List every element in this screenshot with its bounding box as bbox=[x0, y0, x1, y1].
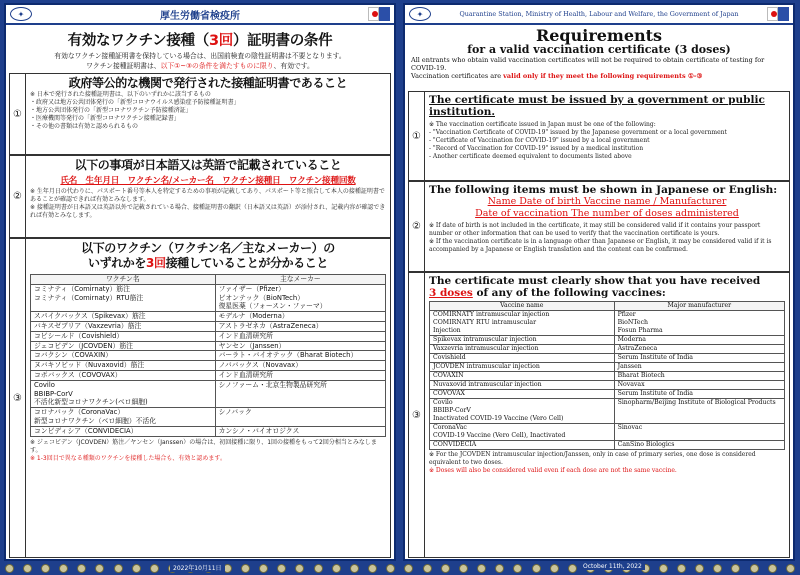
quarantine-emblem-icon: ✦ bbox=[409, 7, 431, 21]
vaccine-name-cell: Covishield bbox=[430, 354, 615, 363]
ornament-icon bbox=[295, 564, 304, 573]
ornament-icon bbox=[713, 564, 722, 573]
manufacturer-cell: カンシノ・バイオロジクス bbox=[215, 426, 385, 436]
vaccine-name-cell: コロナバック（CoronaVac） 新型コロナワクチン（ベロ細胞）不活化 bbox=[31, 408, 216, 427]
table-row bbox=[430, 441, 785, 450]
section-notes bbox=[429, 121, 785, 161]
left-intro: 有効なワクチン接種証明書を保持している場合は、出国前検査の陰性証明書は不要となります。 ワクチン接種証明書は、以下①~③の条件を満たすものに限り、有効です。 bbox=[54, 52, 346, 70]
section-notes bbox=[429, 222, 785, 254]
ornament-icon bbox=[659, 564, 668, 573]
ornament-icon bbox=[568, 564, 577, 573]
vaccine-name-cell: CoronaVac COVID-19 Vaccine (Vero Cell), Inactivated bbox=[430, 424, 615, 441]
decorative-footer-border bbox=[0, 561, 800, 575]
vaccine-name-cell: CONVIDECIA bbox=[430, 441, 615, 450]
ornament-icon bbox=[768, 564, 777, 573]
vaccine-name-cell: Covilo BBIBP-CorV 不活化新型コロナワクチン(ベロ細胞) bbox=[31, 380, 216, 407]
required-items-line1: Name Date of birth Vaccine name / Manufacturer bbox=[487, 196, 727, 207]
manufacturer-cell: AstraZeneca bbox=[614, 345, 784, 354]
left-section-3 bbox=[9, 238, 391, 558]
manufacturer-cell: シノファーム・北京生物製品研究所 bbox=[215, 380, 385, 407]
ornament-icon bbox=[459, 564, 468, 573]
ornament-icon bbox=[95, 564, 104, 573]
section-heading-line1: 以下のワクチン（ワクチン名／主なメーカー）の bbox=[81, 241, 335, 255]
note-line: ※ The vaccination certificate issued in Japan must be one of the following: bbox=[429, 121, 656, 128]
table-row bbox=[31, 321, 386, 331]
ornament-icon bbox=[441, 564, 450, 573]
ornament-icon bbox=[132, 564, 141, 573]
section-notes bbox=[30, 188, 386, 220]
japan-flag-icon bbox=[767, 7, 789, 21]
required-items-line2: Date of vaccination The number of doses administered bbox=[475, 208, 739, 219]
left-page-title: 有効なワクチン接種（3回）証明書の条件 bbox=[67, 33, 333, 49]
ornament-icon bbox=[731, 564, 740, 573]
table-row bbox=[430, 363, 785, 372]
table-row bbox=[430, 336, 785, 345]
note-line: ※ If the vaccination certificate is in a language other than Japanese or English, it may be considered valid if it is accompanied by a Japanese or English translation and the content can be confirmed. bbox=[429, 238, 772, 253]
manufacturer-cell: インド血清研究所 bbox=[215, 331, 385, 341]
table-row bbox=[31, 370, 386, 380]
ornament-icon bbox=[477, 564, 486, 573]
column-header-vaccine: Vaccine name bbox=[430, 302, 615, 311]
left-date: 2022年10月11日 bbox=[170, 563, 225, 572]
ornament-icon bbox=[695, 564, 704, 573]
ornament-icon bbox=[786, 564, 795, 573]
section-notes bbox=[30, 91, 386, 131]
table-row bbox=[430, 311, 785, 336]
ornament-icon bbox=[277, 564, 286, 573]
vaccine-table-en bbox=[429, 301, 785, 450]
ornament-icon bbox=[59, 564, 68, 573]
table-row bbox=[430, 390, 785, 399]
ornament-icon bbox=[404, 564, 413, 573]
ornament-icon bbox=[114, 564, 123, 573]
manufacturer-cell: CanSino Biologics bbox=[614, 441, 784, 450]
left-section-2 bbox=[9, 155, 391, 238]
note-line: ・地方公共団体発行の「新型コロナワクチン予防接種済証」 bbox=[30, 107, 192, 114]
section-heading-line2: いずれかを3回接種していることが分かること bbox=[88, 256, 328, 270]
vaccine-name-cell: コボバックス（COVOVAX） bbox=[31, 370, 216, 380]
manufacturer-cell: インド血清研究所 bbox=[215, 370, 385, 380]
manufacturer-cell: Janssen bbox=[614, 363, 784, 372]
right-header bbox=[405, 5, 793, 25]
vaccine-name-cell: Nuvaxovid intramuscular injection bbox=[430, 381, 615, 390]
table-row bbox=[430, 354, 785, 363]
section-note-1: ※ For the JCOVDEN intramuscular injection/Janssen, only in case of primary series, one dose is considered equivalent to two doses. bbox=[429, 451, 756, 466]
left-section-1 bbox=[9, 73, 391, 155]
section-number: ② bbox=[10, 156, 26, 237]
vaccine-name-cell: コミナティ（Comirnaty）筋注 コミナティ（Comirnaty）RTU筋注 bbox=[31, 284, 216, 311]
ornament-icon bbox=[5, 564, 14, 573]
section-note-1: ※ ジェコビデン（JCOVDEN）筋注／ヤンセン（Janssen）の場合は、初回接種に限り、1回の接種をもって2回分相当とみなします。 bbox=[30, 438, 377, 454]
section-number: ① bbox=[10, 74, 26, 154]
right-section-3 bbox=[408, 272, 790, 558]
note-line: - "Certificate of Vaccination for COVID-19" issued by a local government bbox=[429, 137, 650, 144]
left-org-name: 厚生労働省検疫所 bbox=[160, 10, 240, 22]
manufacturer-cell: Moderna bbox=[614, 336, 784, 345]
table-row bbox=[31, 361, 386, 371]
manufacturer-cell: Sinovac bbox=[614, 424, 784, 441]
note-line: - Another certificate deemed equivalent to documents listed above bbox=[429, 153, 632, 160]
manufacturer-cell: Serum Institute of India bbox=[614, 390, 784, 399]
manufacturer-cell: ノババックス（Novavax） bbox=[215, 361, 385, 371]
manufacturer-cell: Bharat Biotech bbox=[614, 372, 784, 381]
vaccine-name-cell: COVAXIN bbox=[430, 372, 615, 381]
section-heading: The following items must be shown in Japanese or English: bbox=[429, 184, 778, 196]
right-section-1 bbox=[408, 91, 790, 181]
table-row bbox=[31, 284, 386, 311]
manufacturer-cell: シノバック bbox=[215, 408, 385, 427]
quarantine-emblem-icon: ✦ bbox=[10, 7, 32, 21]
section-heading: 以下の事項が日本語又は英語で記載されていること bbox=[74, 158, 342, 172]
manufacturer-cell: Pfizer BioNTech Fosun Pharma bbox=[614, 311, 784, 336]
table-row bbox=[430, 399, 785, 424]
vaccine-name-cell: COMIRNATY intramuscular injection COMIRNATY RTU intramuscular Injection bbox=[430, 311, 615, 336]
note-line: ※ If date of birth is not included in the certificate, it may still be considered valid if it contains your passport number or other information that can be used to verify that the vaccination certificate is yours. bbox=[429, 222, 761, 237]
vaccine-table-jp bbox=[30, 274, 386, 437]
section-number: ③ bbox=[409, 273, 425, 557]
ornament-icon bbox=[750, 564, 759, 573]
table-row bbox=[31, 341, 386, 351]
vaccine-name-cell: コンビディシア（CONVIDECIA） bbox=[31, 426, 216, 436]
section-note-2: ※ Doses will also be considered valid even if each dose are not the same vaccine. bbox=[429, 467, 677, 474]
japan-flag-icon bbox=[368, 7, 390, 21]
manufacturer-cell: Novavax bbox=[614, 381, 784, 390]
section-number: ③ bbox=[10, 239, 26, 557]
vaccine-name-cell: スパイクバックス（Spikevax）筋注 bbox=[31, 312, 216, 322]
section-number: ② bbox=[409, 182, 425, 271]
table-row bbox=[430, 424, 785, 441]
section-heading-line2: 3 doses of any of the following vaccines: bbox=[429, 287, 666, 299]
note-line: - "Record of Vaccination for COVID-19" issued by a medical institution bbox=[429, 145, 644, 152]
note-line: ※ 日本で発行された接種証明書は、以下のいずれかに該当するもの bbox=[30, 91, 211, 98]
section-heading: The certificate must be issued by a government or public institution. bbox=[429, 94, 765, 118]
ornament-icon bbox=[386, 564, 395, 573]
japanese-document-panel bbox=[4, 3, 396, 561]
ornament-icon bbox=[550, 564, 559, 573]
table-row bbox=[430, 381, 785, 390]
ornament-icon bbox=[77, 564, 86, 573]
ornament-icon bbox=[332, 564, 341, 573]
vaccine-name-cell: JCOVDEN intramuscular injection bbox=[430, 363, 615, 372]
note-line: - "Vaccination Certificate of COVID-19" issued by the Japanese government or a local government bbox=[429, 129, 727, 136]
ornament-icon bbox=[314, 564, 323, 573]
vaccine-name-cell: Vaxzevria intramuscular injection bbox=[430, 345, 615, 354]
section-number: ① bbox=[409, 92, 425, 180]
ornament-icon bbox=[41, 564, 50, 573]
right-date: October 11th, 2022 bbox=[580, 563, 645, 570]
ornament-icon bbox=[495, 564, 504, 573]
table-row bbox=[31, 426, 386, 436]
note-line: ・政府又は地方公共団体発行の「新型コロナウイルス感染症予防接種証明書」 bbox=[30, 99, 240, 106]
ornament-icon bbox=[532, 564, 541, 573]
ornament-icon bbox=[350, 564, 359, 573]
vaccine-name-cell: ヌバキソビッド（Nuvaxovid）筋注 bbox=[31, 361, 216, 371]
right-org-name: Quarantine Station, Ministry of Health, Labour and Welfare, the Government of Japan bbox=[459, 10, 739, 18]
ornament-icon bbox=[150, 564, 159, 573]
manufacturer-cell: ファイザー（Pfizer） ビオンテック（BioNTech） 復星医薬（フォースン・ファーマ） bbox=[215, 284, 385, 311]
left-header bbox=[6, 5, 394, 25]
manufacturer-cell: バーラト・バイオテック（Bharat Biotech） bbox=[215, 351, 385, 361]
vaccine-name-cell: Covilo BBIBP-CorV Inactivated COVID-19 Vaccine (Vero Cell) bbox=[430, 399, 615, 424]
manufacturer-cell: ヤンセン（Janssen） bbox=[215, 341, 385, 351]
right-page-title: Requirements bbox=[535, 26, 663, 45]
table-row bbox=[31, 408, 386, 427]
manufacturer-cell: Serum Institute of India bbox=[614, 354, 784, 363]
column-header-vaccine: ワクチン名 bbox=[31, 275, 216, 285]
vaccine-name-cell: コバクシン（COVAXIN） bbox=[31, 351, 216, 361]
manufacturer-cell: アストラゼネカ（AstraZeneca） bbox=[215, 321, 385, 331]
right-section-2 bbox=[408, 181, 790, 272]
ornament-icon bbox=[513, 564, 522, 573]
table-row bbox=[430, 372, 785, 381]
vaccine-name-cell: COVOVAX bbox=[430, 390, 615, 399]
vaccine-name-cell: コビシールド（Covishield） bbox=[31, 331, 216, 341]
right-intro: All entrants who obtain valid vaccination certificates will not be required to obtain certificate of testing for COVID-19. Vaccination certificates are valid only if they meet the following requirements ①-③ bbox=[411, 56, 765, 80]
ornament-icon bbox=[259, 564, 268, 573]
note-line: ・医療機関等発行の「新型コロナワクチン接種記録書」 bbox=[30, 115, 180, 122]
manufacturer-cell: モデルナ（Moderna） bbox=[215, 312, 385, 322]
note-line: ※ 生年月日の代わりに、パスポート番号等本人を特定するための事項が記載してあり、パスポート等と照合して本人の接種証明書であることが確認できれば有効とみなします。 bbox=[30, 188, 385, 203]
vaccine-name-cell: ジェコビデン（JCOVDEN）筋注 bbox=[31, 341, 216, 351]
ornament-icon bbox=[368, 564, 377, 573]
ornament-icon bbox=[23, 564, 32, 573]
english-document-panel bbox=[403, 3, 795, 561]
table-row bbox=[31, 380, 386, 407]
ornament-icon bbox=[423, 564, 432, 573]
vaccine-name-cell: バキスゼブリア（Vaxzevria）筋注 bbox=[31, 321, 216, 331]
column-header-maker: 主なメーカー bbox=[215, 275, 385, 285]
ornament-icon bbox=[241, 564, 250, 573]
section-heading: 政府等公的な機関で発行された接種証明書であること bbox=[68, 76, 348, 90]
vaccine-name-cell: Spikevax intramuscular injection bbox=[430, 336, 615, 345]
section-heading-line1: The certificate must clearly show that you have received bbox=[429, 275, 761, 287]
note-line: ・その他の書類は有効と認められるもの bbox=[30, 123, 139, 130]
section-note-2: ※ 1-3回目で異なる種類のワクチンを接種した場合も、有効と認めます。 bbox=[30, 454, 226, 462]
required-items: 氏名 生年月日 ワクチン名/メーカー名 ワクチン接種日 ワクチン接種回数 bbox=[60, 176, 356, 186]
table-row bbox=[31, 351, 386, 361]
ornament-icon bbox=[677, 564, 686, 573]
table-row bbox=[31, 331, 386, 341]
note-line: ※ 接種証明書が日本語又は英語以外で記載されている場合、接種証明書の翻訳（日本語又は英語）が添付され、記載内容が確認できれば有効とみなします。 bbox=[30, 204, 386, 219]
column-header-maker: Major manufacturer bbox=[614, 302, 784, 311]
table-row bbox=[430, 345, 785, 354]
table-row bbox=[31, 312, 386, 322]
right-page-subtitle: for a valid vaccination certificate (3 doses) bbox=[467, 43, 731, 56]
manufacturer-cell: Sinopharm/Beijing Institute of Biological Products bbox=[614, 399, 784, 424]
